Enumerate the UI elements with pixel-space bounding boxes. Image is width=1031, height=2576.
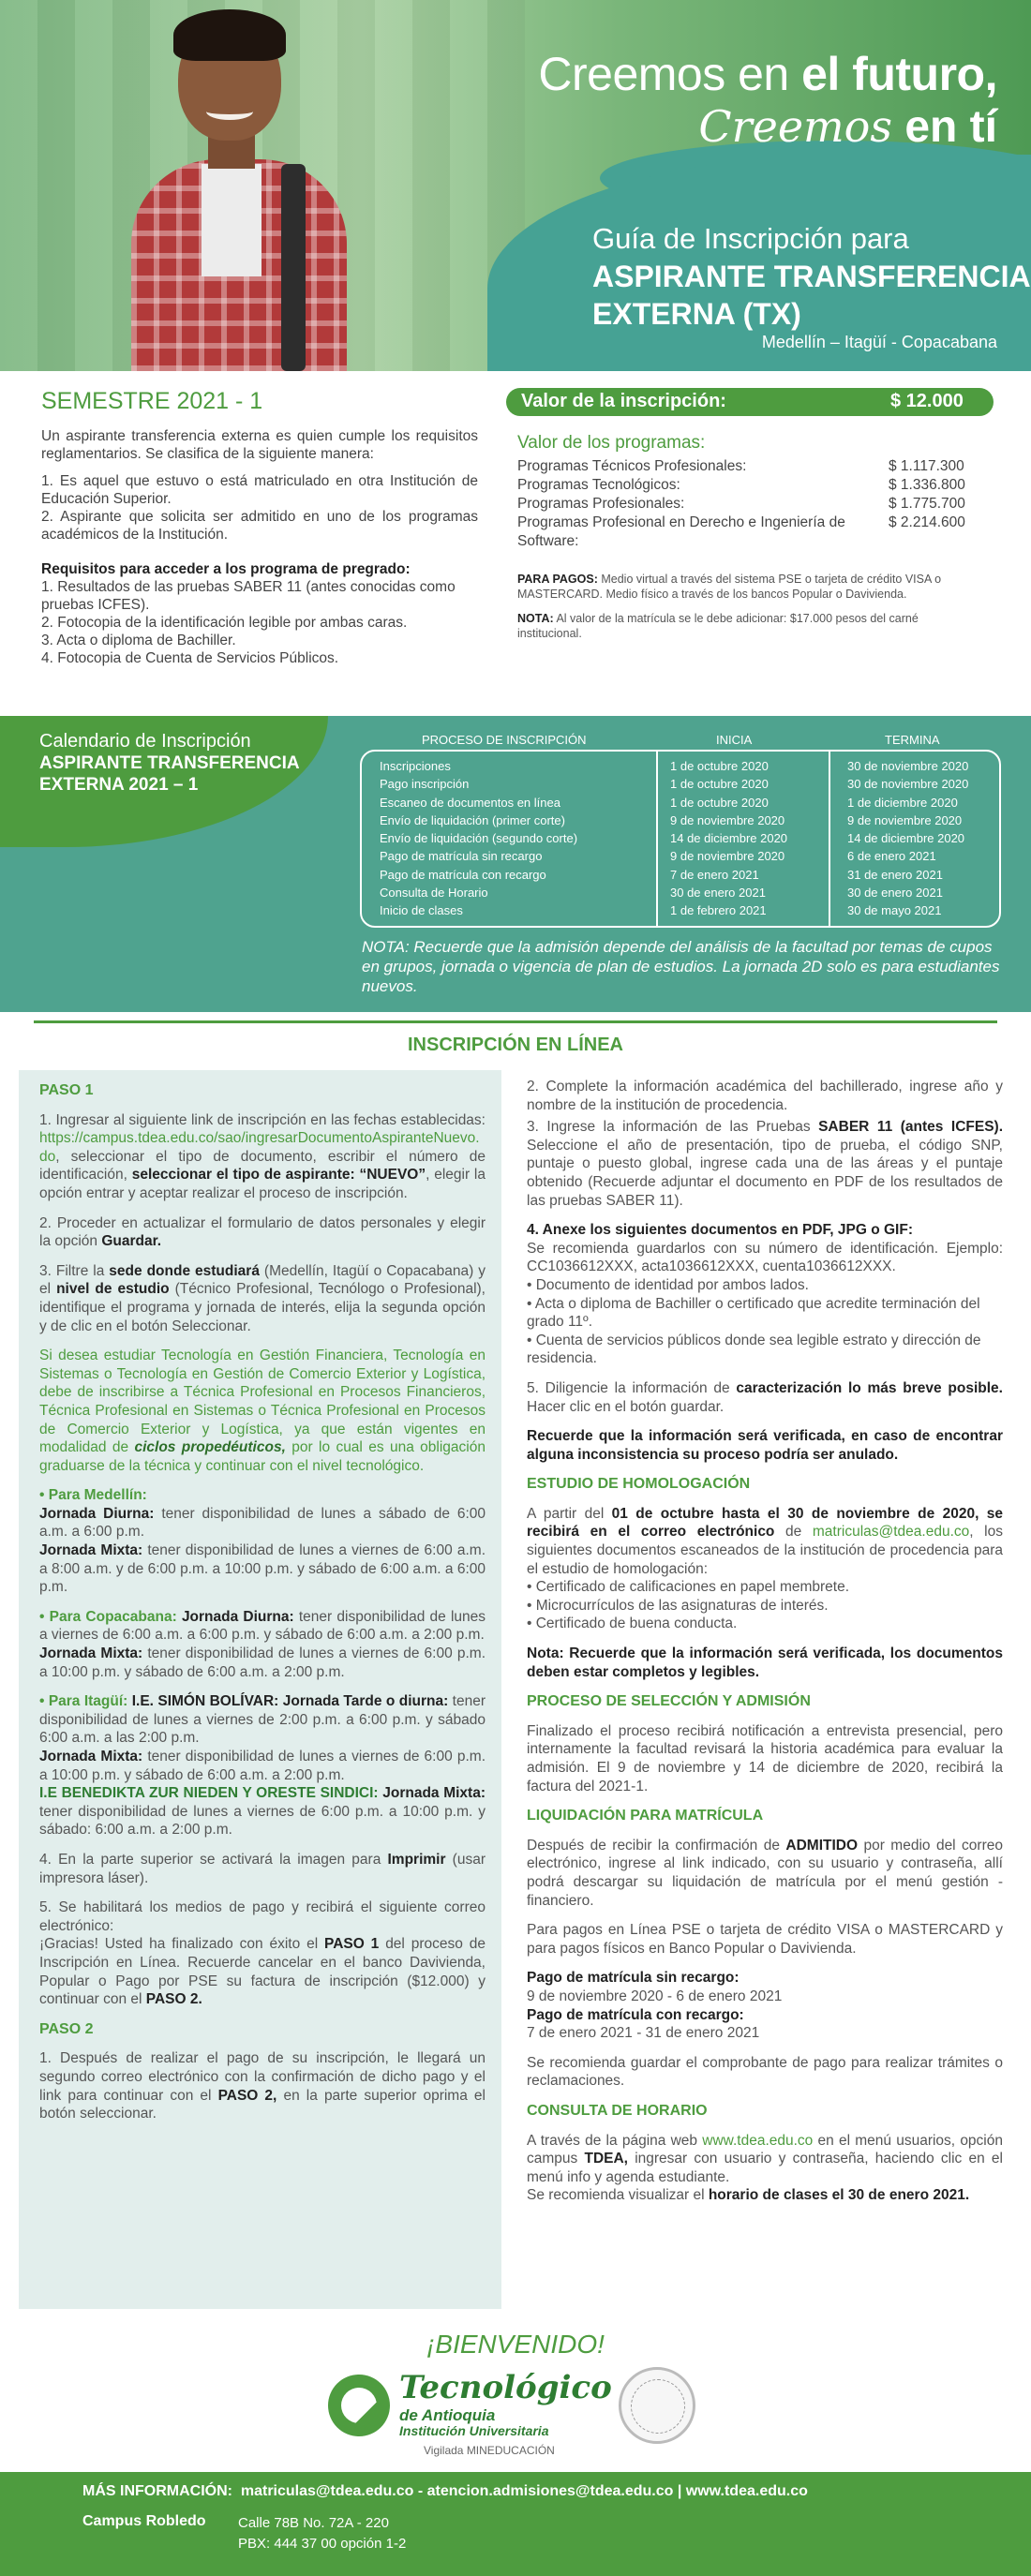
campus-cities: Medellín – Itagüí - Copacabana <box>761 333 997 351</box>
verification-warning: Recuerde que la información será verificada, en caso de encontrar alguna inconsistencia su proceso podría ser anulado. <box>527 1428 1003 1463</box>
tdea-logo: Tecnológico de Antioquia Institución Universitaria Vigilada MINEDUCACIÓN <box>328 2367 703 2461</box>
step2-item4: 4. Anexe los siguientes documentos en PDF, JPG o GIF: Se recomienda guardarlos con su número de identificación. Ejemplo: CC1036612XXX, acta1036612XXX, cuenta1036612XXX. • Documento de identidad por ambos lados. • Acta o diploma de Bachiller o certificado que acredite terminación del grado 11º. • Cuenta de servicios públicos donde sea legible estrato y dirección de residencia. <box>527 1222 1003 1367</box>
step2-item1: 1. Después de realizar el pago de su inscripción, le llegará un segundo correo electrónico con la confirmación de dicho pago y el link para continuar con el PASO 2, en la parte superior oprima el botón seleccionar. <box>39 2050 486 2122</box>
enrollment-dates: Pago de matrícula sin recargo: 9 de noviembre 2020 - 6 de enero 2021 Pago de matrícula con recargo: 7 de enero 2021 - 31 de enero 2021 <box>527 1970 783 2042</box>
program-price-row: Programas Profesional en Derecho e Ingeniería de Software: $ 2.214.600 <box>517 514 965 549</box>
calendar-header-start: INICIA <box>716 733 753 747</box>
requirements: Requisitos para acceder a los programa de pregrado: 1. Resultados de las pruebas SABER 11 (antes conocidas como pruebas ICFES). 2. Fotocopia de la identificación legible por ambas caras. 3. Acta o diploma de Bachiller. 4. Fotocopia de Cuenta de Servicios Públicos. <box>41 561 456 666</box>
calendar-note: NOTA: Recuerde que la admisión depende del análisis de la facultad por temas de cupos en grupos, jornada o vigencia de plan de estudios. La jornada 2D solo es para estudiantes nuevos. <box>362 938 1000 995</box>
calendar-header-process: PROCESO DE INSCRIPCIÓN <box>422 733 587 747</box>
calendar-end-column: 30 de noviembre 2020 30 de noviembre 2020 1 de diciembre 2020 9 de noviembre 2020 14 de diciembre 2020 6 de enero 2021 31 de enero 2021 30 de enero 2021 30 de mayo 2021 <box>847 759 969 918</box>
welcome-heading: ¡BIENVENIDO! <box>426 2330 605 2359</box>
step1-item2: 2. Proceder en actualizar el formulario de datos personales y elegir la opción Guardar. <box>39 1214 486 1250</box>
registration-link[interactable]: https://campus.tdea.edu.co/sao/ingresarDocumentoAspiranteNuevo.do <box>39 1130 480 1165</box>
enrollment-title: LIQUIDACIÓN PARA MATRÍCULA <box>527 1808 764 1824</box>
program-price-row: Programas Profesionales: $ 1.775.700 <box>517 496 965 512</box>
calendar-start-column: 1 de octubre 2020 1 de octubre 2020 1 de octubre 2020 9 de noviembre 2020 14 de diciembre 2020 9 de noviembre 2020 7 de enero 2021 30 de enero 2021 1 de febrero 2021 <box>670 759 788 918</box>
enrollment-payment-text: Para pagos en Línea PSE o tarjeta de crédito VISA o MASTERCARD y para pagos físicos en Banco Popular o Davivienda. <box>527 1922 1003 1957</box>
propedeutic-note: Si desea estudiar Tecnología en Gestión Financiera, Tecnología en Sistemas o Tecnología en Gestión de Comercio Exterior y Logística, debe de inscribirse a Técnica Profesional en Procesos Financieros, Técnica Profesional en Sistemas o Técnica Profesional en Procesos de Comercio Exterior y Logística, ya que están vigentes en modalidad de ciclos propedéuticos, por lo cual es una obligación graduarse de la técnica y continuar con el nivel tecnológico. <box>39 1348 486 1474</box>
homologation-title: ESTUDIO DE HOMOLOGACIÓN <box>527 1476 751 1493</box>
accreditation-seal-icon <box>619 2367 695 2444</box>
schedule-medellin: • Para Medellín: Jornada Diurna: tener disponibilidad de lunes a sábado de 6:00 a.m. a 6:00 p.m. Jornada Mixta: tener disponibilidad de lunes a viernes de 6:00 a.m. a 8:00 a.m. y de 6:00 p.m. a 10:00 p.m. y sábado de 6:00 a.m. a 6:00 p.m. <box>39 1487 486 1596</box>
calendar-header-end: TERMINA <box>885 733 940 747</box>
selection-text: Finalizado el proceso recibirá notificación a entrevista presencial, pero internamente la facultad revisará la historia académica para evaluar la admisión. El 9 de noviembre y 14 de diciembre de 2020, recibirá la factura del 2021-1. <box>527 1722 1003 1794</box>
online-registration-title: INSCRIPCIÓN EN LÍNEA <box>407 1035 624 1055</box>
step1-item5: 5. Se habilitará los medios de pago y recibirá el siguiente correo electrónico: ¡Gracias! Usted ha finalizado con éxito el PASO 1 del proceso de Inscripción en Línea. Recuerde cancelar en el banco Davivienda, Popular o Pago por PSE su factura de inscripción ($12.000) y continuar con el PASO 2. <box>39 1899 486 2008</box>
semester-title: SEMESTRE 2021 - 1 <box>41 388 263 414</box>
enrollment-text: Después de recibir la confirmación de ADMITIDO por medio del correo electrónico, ingrese al link indicado, con su usuario y contraseña, allí podrá descargar su liquidación de matrícula por el menú gestión - financiero. <box>527 1837 1003 1909</box>
footer <box>0 2472 1031 2576</box>
step2-item3: 3. Ingrese la información de las Pruebas SABER 11 (antes ICFES). Seleccione el año de presentación, tipo de prueba, el código SNP, puntaje o puesto global, ingrese cada una de las áreas y el puntaje obtenido (Recuerde adjuntar el documento en PDF de los resultados de las pruebas SABER 11). <box>527 1119 1003 1209</box>
semester-description: Un aspirante transferencia externa es quien cumple los requisitos reglamentarios. Se clasifica de la siguiente manera: 1. Es aquel que estuvo o está matriculado en otra Institución de Educación Superior. 2. Aspirante que solicita ser admitido en uno de los programas académicos de la Institución. Requisitos para acceder a los programa de pregrado: 1. Resultados de las pruebas SABER 11 (antes conocidas como pruebas ICFES). 2. Fotocopia de la identificación legible por ambas caras. 3. Acta o diploma de Bachiller. 4. Fotocopia de Cuenta de Servicios Públicos. <box>41 428 478 666</box>
step1-column: PASO 1 1. Ingresar al siguiente link de inscripción en las fechas establecidas: https://campus.tdea.edu.co/sao/ingresarDocumentoAspiranteNuevo.do, seleccionar el tipo de documento, escribir el número de identificación, seleccionar el tipo de aspirante: “NUEVO”, elegir la opción entrar y aceptar realizar el proceso de inscripción. 2. Proceder en actualizar el formulario de datos personales y elegir la opción Guardar. 3. Filtre la sede donde estudiará (Medellín, Itagüí o Copacabana) y el nivel de estudio (Técnico Profesional, Tecnólogo o Profesional), identifique el programa y jornada de interés, elija la segunda opción y de clic en el botón Seleccionar. Si desea estudiar Tecnología en Gestión Financiera, Tecnología en Sistemas o Tecnología en Gestión de Comercio Exterior y Logística, debe de inscribirse a Técnica Profesional en Procesos Financieros, Técnica Profesional en Sistemas o Técnica Profesional en Procesos de Comercio Exterior y Logística, ya que están vigentes en modalidad de ciclos propedéuticos, por lo cual es una obligación graduarse de la técnica y continuar con el nivel tecnológico. • Para Medellín: Jornada Diurna: tener disponibilidad de lunes a sábado de 6:00 a.m. a 6:00 p.m. Jornada Mixta: tener disponibilidad de lunes a viernes de 6:00 a.m. a 8:00 a.m. y de 6:00 p.m. a 10:00 p.m. y sábado de 6:00 a.m. a 6:00 p.m. • Para Copacabana: Jornada Diurna: tener disponibilidad de lunes a viernes de 6:00 a.m. a 6:00 p.m. y sábado de 6:00 a.m. a 2:00 p.m. Jornada Mixta: tener disponibilidad de lunes a viernes de 6:00 p.m. a 10:00 p.m. y sábado de 6:00 a.m. a 2:00 p.m. • Para Itagüí: I.E. SIMÓN BOLÍVAR: Jornada Tarde o diurna: tener disponibilidad de lunes a viernes de 2:00 p.m. a 6:00 p.m. y sábado 6:00 a.m. a las 2:00 p.m. Jornada Mixta: tener disponibilidad de lunes a viernes de 6:00 p.m. a 10:00 p.m. y sábado de 6:00 a.m. a 2:00 p.m. I.E BENEDIKTA ZUR NIEDEN Y ORESTE SINDICI: Jornada Mixta: tener disponibilidad de lunes a viernes de 6:00 p.m. a 10:00 p.m. y sábado: 6:00 a.m. a 2:00 p.m. 4. En la parte superior se activará la imagen para Imprimir (usar impresora láser). 5. Se habilitará los medios de pago y recibirá el siguiente correo electrónico: ¡Gracias! Usted ha finalizado con éxito el PASO 1 del proceso de Inscripción en Línea. Recuerde cancelar en el banco Davivienda, Popular o Pago por PSE su factura de inscripción ($12.000) y continuar con el PASO 2. PASO 2 1. Después de realizar el pago de su inscripción, le llegará un segundo correo electrónico con la confirmación de dicho pago y el link para continuar con el PASO 2, en la parte superior oprima el botón seleccionar. <box>39 1082 486 2122</box>
tdea-website-link[interactable]: www.tdea.edu.co <box>702 2132 814 2149</box>
schedule-copacabana: • Para Copacabana: Jornada Diurna: tener disponibilidad de lunes a viernes de 6:00 a.m. a 6:00 p.m. y sábado de 6:00 a.m. a 2:00 p.m. Jornada Mixta: tener disponibilidad de lunes a viernes de 6:00 p.m. a 10:00 p.m. y sábado de 6:00 a.m. a 2:00 p.m. <box>39 1608 486 1680</box>
schedule-text: A través de la página web www.tdea.edu.co en el menú usuarios, opción campus TDEA, ingresar con usuario y contraseña, haciendo clic en el menú info y agenda estudiante. Se recomienda visualizar el horario de clases el 30 de enero 2021. <box>527 2132 1003 2204</box>
program-prices <box>517 457 986 551</box>
step2-column <box>527 1078 1003 2216</box>
calendar-divider <box>656 750 658 928</box>
tdea-logo-icon <box>328 2375 390 2436</box>
homologation-email-link[interactable]: matriculas@tdea.edu.co <box>812 1524 970 1541</box>
homologation-note: Nota: Recuerde que la información será verificada, los documentos deben estar completos y legibles. <box>527 1645 1003 1680</box>
step2-item5: 5. Diligencie la información de caracterización lo más breve posible. Hacer clic en el botón guardar. <box>527 1379 1003 1415</box>
guide-title: Guía de Inscripción para ASPIRANTE TRANSFERENCIA EXTERNA (TX) <box>592 222 1031 331</box>
step1-item1: 1. Ingresar al siguiente link de inscripción en las fechas establecidas: https://campus.tdea.edu.co/sao/ingresarDocumentoAspiranteNuevo.do, seleccionar el tipo de documento, escribir el número de identificación, seleccionar el tipo de aspirante: “NUEVO”, elegir la opción entrar y aceptar realizar el proceso de inscripción. <box>39 1111 486 1201</box>
programs-title: Valor de los programas: <box>517 433 706 453</box>
calendar-process-column: Inscripciones Pago inscripción Escaneo de documentos en línea Envío de liquidación (primer corte) Envío de liquidación (segundo corte) Pago de matrícula sin recargo Pago de matrícula con recargo Consulta de Horario Inicio de clases <box>380 759 578 918</box>
footer-contact-links[interactable]: matriculas@tdea.edu.co - atencion.admisiones@tdea.edu.co | www.tdea.edu.co <box>240 2483 808 2499</box>
step2-item2: 2. Complete la información académica del bachillerado, ingrese año y nombre de la institución de procedencia. <box>527 1079 1003 1113</box>
program-price-row: Programas Tecnológicos: $ 1.336.800 <box>517 477 965 493</box>
hero-banner <box>0 0 1031 371</box>
student-photo <box>122 9 366 371</box>
schedule-title: CONSULTA DE HORARIO <box>527 2102 708 2119</box>
payment-notes: PARA PAGOS: Medio virtual a través del sistema PSE o tarjeta de crédito VISA o MASTERCARD. Medio físico a través de los bancos Popular o Davivienda. NOTA: Al valor de la matrícula se le debe adicionar: $17.000 pesos del carné institucional. <box>517 573 942 640</box>
schedule-itagui: • Para Itagüí: I.E. SIMÓN BOLÍVAR: Jornada Tarde o diurna: tener disponibilidad de lunes a viernes de 2:00 p.m. a 6:00 p.m. y sábado 6:00 a.m. a las 2:00 p.m. Jornada Mixta: tener disponibilidad de lunes a viernes de 6:00 p.m. a 10:00 p.m. y sábado de 6:00 a.m. a 2:00 p.m. I.E BENEDIKTA ZUR NIEDEN Y ORESTE SINDICI: Jornada Mixta: tener disponibilidad de lunes a viernes de 6:00 p.m. a 10:00 p.m. y sábado: 6:00 a.m. a 2:00 p.m. <box>39 1693 486 1839</box>
footer-contact: MÁS INFORMACIÓN: matriculas@tdea.edu.co - atencion.admisiones@tdea.edu.co | www.tdea.edu.co <box>82 2483 808 2499</box>
calendar-title: Calendario de Inscripción ASPIRANTE TRANSFERENCIA EXTERNA 2021 – 1 <box>39 731 300 795</box>
footer-address: Calle 78B No. 72A - 220 PBX: 444 37 00 opción 1-2 <box>238 2515 407 2552</box>
selection-title: PROCESO DE SELECCIÓN Y ADMISIÓN <box>527 1693 811 1710</box>
section-divider <box>34 1020 997 1023</box>
registration-price-bar: Valor de la inscripción: $ 12.000 <box>506 388 994 416</box>
enrollment-receipt-note: Se recomienda guardar el comprobante de pago para realizar trámites o reclamaciones. <box>527 2054 1003 2090</box>
hero-subheadline: Creemos en tí <box>698 101 997 152</box>
step1-item4: 4. En la parte superior se activará la imagen para Imprimir (usar impresora láser). <box>39 1851 486 1886</box>
footer-campus: Campus Robledo <box>82 2513 206 2529</box>
program-price-row: Programas Técnicos Profesionales: $ 1.117.300 <box>517 458 964 474</box>
calendar-divider <box>829 750 830 928</box>
homologation-text: A partir del 01 de octubre hasta el 30 de noviembre de 2020, se recibirá en el correo electrónico de matriculas@tdea.edu.co, los siguientes documentos escaneados de la institución de procedencia para el estudio de homologación: • Certificado de calificaciones en papel membrete. • Microcurrículos de las asignaturas de interés. • Certificado de buena conducta. <box>527 1505 1004 1632</box>
step1-item3: 3. Filtre la sede donde estudiará (Medellín, Itagüí o Copacabana) y el nivel de estudio (Técnico Profesional, Tecnólogo o Profesional), identifique el programa y jornada de interés, elija la segunda opción y de clic en el botón Seleccionar. <box>39 1262 486 1334</box>
hero-headline: Creemos en el futuro, <box>538 48 997 100</box>
